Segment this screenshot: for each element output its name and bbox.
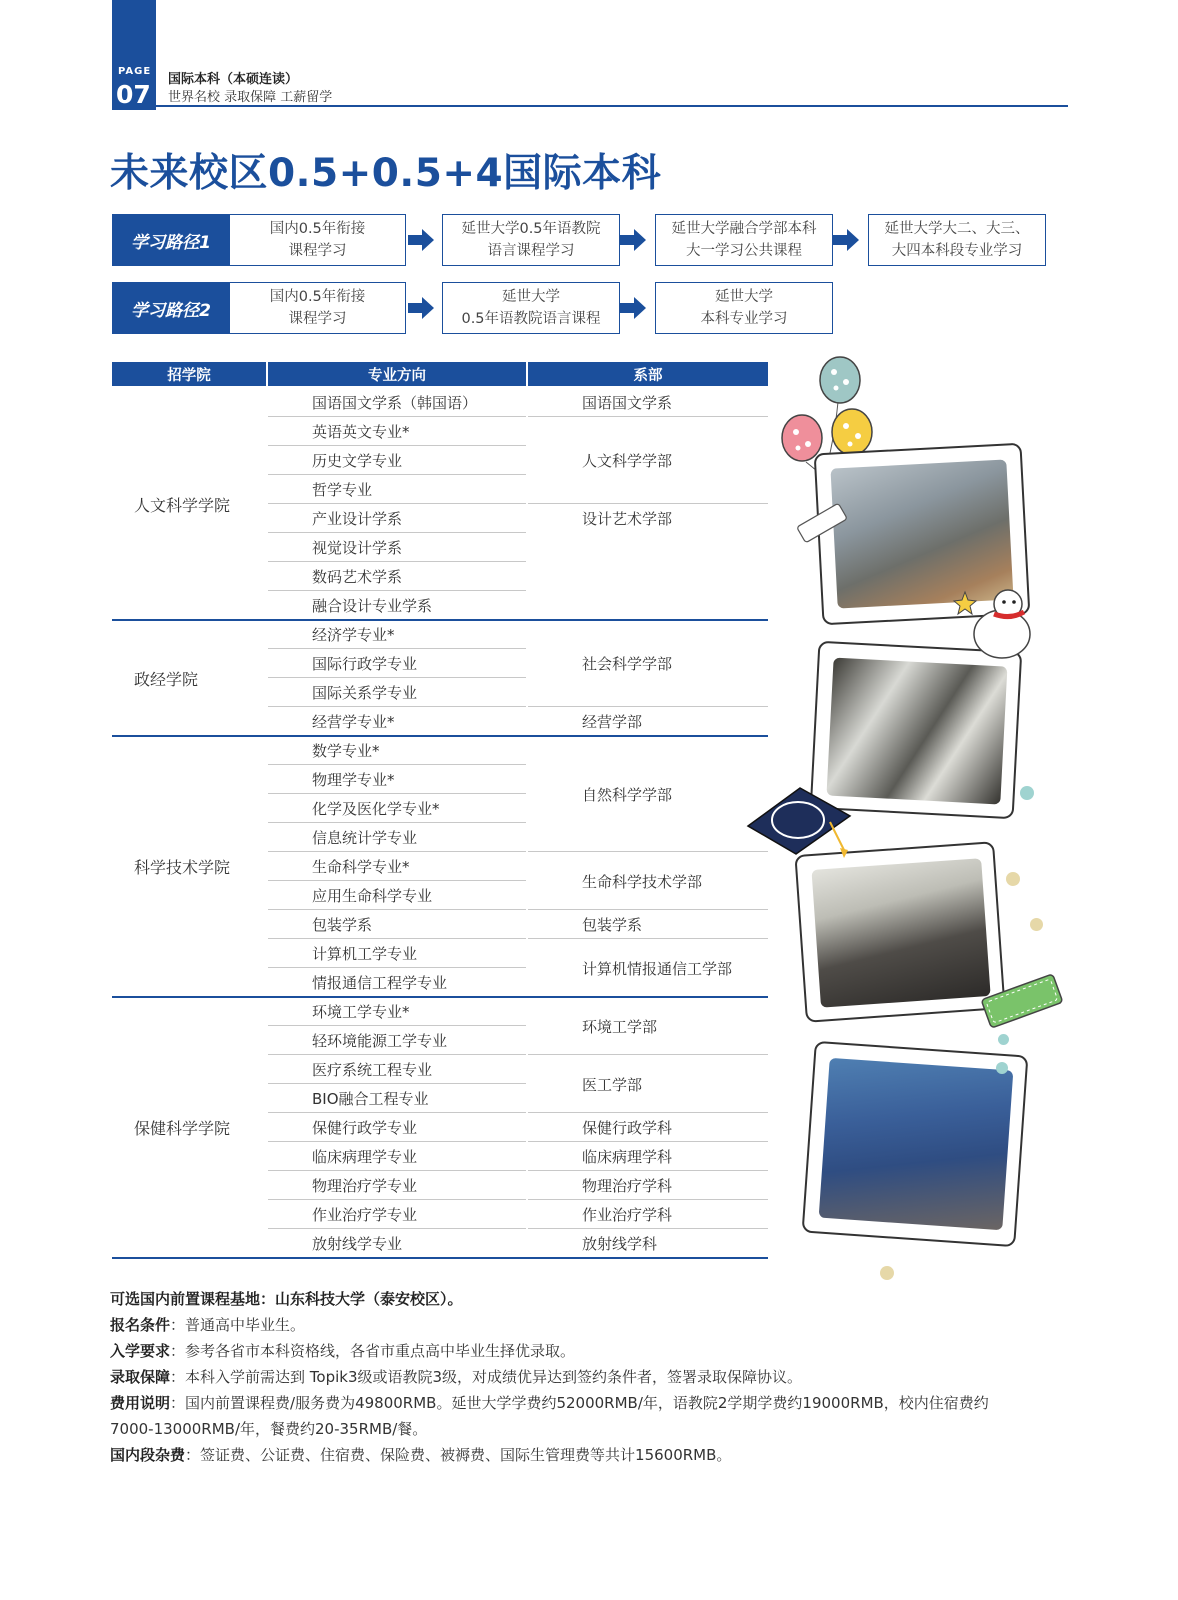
row-divider [268,909,526,910]
row-divider [268,561,526,562]
row-divider [528,706,768,707]
path-label: 学习路径1 [112,214,230,266]
arrow-right-icon [833,229,859,251]
row-divider [268,445,526,446]
decorative-dot [996,1062,1008,1074]
department-cell: 生命科学技术学部 [582,872,703,891]
department-cell: 经营学部 [582,713,643,731]
path-step-line: 延世大学 [715,289,773,305]
polar-bear-illustration [950,586,1040,666]
decorative-dot [880,1266,894,1280]
campus-photo [802,1041,1029,1247]
major-cell: 国际关系学专业 [312,684,418,702]
path-step-line: 延世大学融合学部本科 [671,221,817,237]
major-cell: 英语英文专业* [312,423,410,441]
row-divider [268,1228,526,1229]
row-divider [268,590,526,591]
major-cell: 情报通信工程学专业 [312,974,448,992]
note-value: 签证费、公证费、住宿费、保险费、被褥费、国际生管理费等共计15600RMB。 [200,1446,732,1464]
row-divider [268,677,526,678]
department-cell: 自然科学学部 [582,785,673,804]
row-divider [268,416,526,417]
header-subtitle: 世界名校 录取保障 工薪留学 [168,90,333,105]
path-label: 学习路径2 [112,282,230,334]
path-step [655,214,833,266]
row-divider [268,967,526,968]
path-step-line: 延世大学0.5年语教院 [461,221,601,237]
path-step [442,282,620,334]
row-divider [268,822,526,823]
path-step-line: 国内0.5年衔接 [269,289,366,305]
table-header-department: 系部 [528,362,768,386]
row-divider [268,764,526,765]
note-fees: 费用说明：国内前置课程费/服务费为49800RMB。延世大学学费约52000RMB/年，语教院2学期学费约19000RMB，校内住宿费约7000-13000RMB/年，餐费约20-35RMB/餐。 [110,1394,989,1438]
department-cell: 临床病理学科 [582,1148,673,1166]
row-divider [268,532,526,533]
decorative-dot [1006,872,1020,886]
note-label: 报名条件 [110,1316,171,1334]
department-cell: 包装学系 [582,916,643,934]
row-divider [268,1199,526,1200]
study-path-1 [112,214,1072,266]
major-cell: 包装学系 [312,916,373,934]
path-step [230,282,406,334]
row-divider [268,1170,526,1171]
major-cell: 保健行政学专业 [312,1119,418,1137]
page-number: 07 [116,80,151,109]
major-cell: 产业设计学系 [312,510,403,528]
decorative-dot [998,1034,1009,1045]
department-cell: 保健行政学科 [582,1119,673,1137]
major-cell: 经营学专业* [312,713,395,731]
department-cell: 人文科学学部 [582,452,673,470]
arrow-right-icon [408,229,434,251]
note-label: 国内段杂费 [110,1446,186,1464]
row-divider [528,1054,768,1055]
path-step-line: 课程学习 [288,243,347,259]
major-cell: 信息统计学专业 [312,829,418,847]
decorative-dot [1030,918,1043,931]
major-cell: 计算机工学专业 [312,945,418,963]
page-title: 未来校区0.5+0.5+4国际本科 [110,151,662,196]
row-divider [268,648,526,649]
department-cell: 医工学部 [582,1075,643,1094]
row-divider [528,909,768,910]
department-cell: 设计艺术学部 [582,510,673,528]
arrow-right-icon [408,297,434,319]
major-cell: 临床病理学专业 [312,1148,418,1166]
major-cell: 国际行政学专业 [312,655,418,673]
group-divider [112,1257,768,1259]
note-misc-fees: 国内段杂费：签证费、公证费、住宿费、保险费、被褥费、国际生管理费等共计15600RMB。 [110,1446,732,1464]
major-cell: 历史文学专业 [312,452,403,470]
table-header-college: 招学院 [112,362,266,386]
row-divider [268,793,526,794]
major-cell: 医疗系统工程专业 [312,1061,433,1079]
college-cell: 保健科学学院 [134,1119,231,1138]
page-label: PAGE [118,66,152,77]
tag-decoration-icon [976,972,1068,1032]
note-requirement: 报名条件：普通高中毕业生。 [110,1316,306,1334]
path-step-line: 国内0.5年衔接 [269,221,366,237]
department-cell: 计算机情报通信工学部 [582,959,733,978]
path-step [868,214,1046,266]
major-cell: 放射线学专业 [312,1235,403,1253]
major-cell: 数码艺术学系 [312,568,403,586]
major-cell: 哲学专业 [312,481,373,499]
tag-decoration-icon [792,498,852,548]
row-divider [268,1083,526,1084]
arrow-right-icon [620,229,646,251]
page-tab [112,0,156,110]
group-divider [112,619,768,621]
major-cell: 视觉设计学系 [312,539,403,557]
note-label: 录取保障 [110,1368,171,1386]
note-base: 可选国内前置课程基地：山东科技大学（泰安校区）。 [110,1290,463,1308]
header-title: 国际本科（本硕连读） [168,72,299,87]
major-cell: 环境工学专业* [312,1003,410,1021]
note-guarantee: 录取保障：本科入学前需达到 Topik3级或语教院3级，对成绩优异达到签约条件者，签署录取保障协议。 [110,1368,803,1386]
college-cell: 人文科学学院 [134,495,231,515]
department-cell: 放射线学科 [582,1235,658,1253]
note-value: 普通高中毕业生。 [185,1316,306,1334]
path-step-line: 课程学习 [288,311,347,327]
major-cell: BIO融合工程专业 [312,1090,429,1108]
path-step-line: 延世大学 [502,289,560,305]
major-cell: 数学专业* [312,742,380,760]
row-divider [268,938,526,939]
department-cell: 物理治疗学科 [582,1177,673,1195]
major-cell: 化学及医化学专业* [312,800,440,818]
arrow-right-icon [620,297,646,319]
major-cell: 应用生命科学专业 [312,887,433,905]
department-cell: 作业治疗学科 [582,1206,673,1224]
path-step-line: 延世大学大二、大三、 [884,221,1030,237]
row-divider [268,851,526,852]
row-divider [268,1054,526,1055]
row-divider [268,503,526,504]
path-step-line: 0.5年语教院语言课程 [461,311,601,327]
row-divider [268,1112,526,1113]
path-step [655,282,833,334]
row-divider [268,474,526,475]
major-cell: 物理治疗学专业 [312,1177,418,1195]
note-admission: 入学要求：参考各省市本科资格线，各省市重点高中毕业生择优录取。 [110,1342,576,1360]
note-value: 本科入学前需达到 Topik3级或语教院3级，对成绩优异达到签约条件者，签署录取保障协议。 [185,1368,803,1386]
table-header-major: 专业方向 [268,362,526,386]
header-divider [156,105,1068,107]
major-cell: 轻环境能源工学专业 [312,1032,448,1050]
major-cell: 国语国文学系（韩国语） [312,394,478,412]
major-cell: 融合设计专业学系 [312,597,433,615]
department-cell: 社会科学学部 [582,655,673,673]
row-divider [268,1141,526,1142]
program-notes [110,1286,1010,1468]
campus-photo [794,841,1005,1023]
note-value: 国内前置课程费/服务费为49800RMB。延世大学学费约52000RMB/年，语教院2学期学费约19000RMB，校内住宿费约7000-13000RMB/年，餐费约20-35RMB/餐。 [110,1394,989,1438]
path-step-line: 本科专业学习 [700,311,788,327]
note-label: 可选国内前置课程基地 [110,1290,261,1308]
major-cell: 物理学专业* [312,771,395,789]
major-cell: 经济学专业* [312,626,395,644]
note-value: 山东科技大学（泰安校区）。 [275,1290,463,1308]
path-step-line: 语言课程学习 [487,243,575,259]
major-cell: 作业治疗学专业 [312,1206,418,1224]
path-step [442,214,620,266]
study-path-2 [112,282,1072,334]
row-divider [268,880,526,881]
path-step [230,214,406,266]
major-cell: 生命科学专业* [312,858,410,876]
note-label: 费用说明 [110,1394,171,1412]
note-value: 参考各省市本科资格线，各省市重点高中毕业生择优录取。 [185,1342,576,1360]
path-step-line: 大四本科段专业学习 [891,243,1023,259]
department-cell: 环境工学部 [582,1017,658,1036]
college-cell: 政经学院 [134,669,199,689]
decorative-dot [1020,786,1034,800]
graduation-cap-icon [744,782,854,862]
college-cell: 科学技术学院 [134,858,231,877]
path-step-line: 大一学习公共课程 [686,243,802,259]
row-divider [268,1025,526,1026]
row-divider [268,706,526,707]
note-label: 入学要求 [110,1342,171,1360]
department-cell: 国语国文学系 [582,394,673,412]
